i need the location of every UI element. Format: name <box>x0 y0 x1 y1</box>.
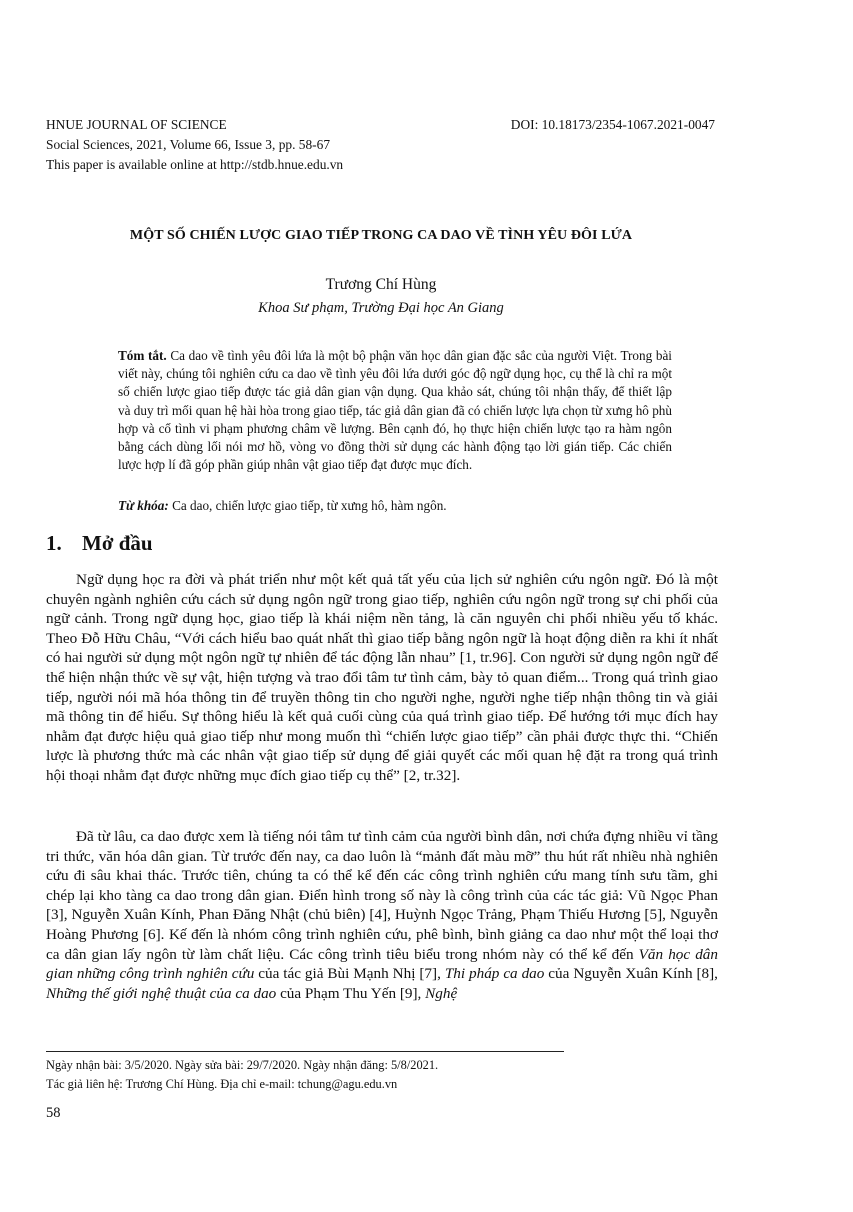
author-affiliation: Khoa Sư phạm, Trường Đại học An Giang <box>258 300 504 316</box>
paragraph-text: Ngữ dụng học ra đời và phát triển như một kết quả tất yếu của lịch sử nghiên cứu ngôn ngữ. Đó là một chuyên ngành nghiên cứu cách sử dụng ngôn ngữ trong giao tiếp, nghiên cứu ngôn ngữ trong sự chi phối của ngữ cảnh. Trong ngữ dụng học, giao tiếp là khái niệm nền tảng, là căn nguyên chi phối nhiều yếu tố khác. Theo Đỗ Hữu Châu, “Với cách hiểu bao quát nhất thì giao tiếp bằng ngôn ngữ là hoạt động diễn ra khi ít nhất có hai người sử dụng một ngôn ngữ tự nhiên để tác động lẫn nhau” [1, tr.96]. Con người sử dụng ngôn ngữ để thể hiện nhận thức về sự vật, hiện tượng và trao đổi tâm tư tình cảm, bày tỏ quan điểm... Trong quá trình giao tiếp, người nói mã hóa thông tin để truyền thông tin cho người nghe, người nghe tiếp nhận thông tin và giải mã thông tin để hiểu. Sự thông hiểu là kết quả cuối cùng của quá trình giao tiếp. Để hướng tới mục đích hay nhằm đạt được hiệu quả giao tiếp như mong muốn thì “chiến lược giao tiếp” cần phải được thực thi. “Chiến lược là phương thức mà các nhân vật giao tiếp sử dụng để giải quyết các mối quan hệ đặt ra trong quá trình hội thoại nhằm đạt được những mục đích giao tiếp cụ thể” [2, tr.32]. <box>46 571 718 784</box>
author-name: Trương Chí Hùng <box>325 276 437 293</box>
section-heading <box>46 531 153 556</box>
paragraph-text-2 <box>46 827 718 1003</box>
abstract <box>118 347 672 474</box>
cited-author-2: của Nguyễn Xuân Kính [8], <box>544 965 718 983</box>
paragraph-text-2-main: Đã từ lâu, ca dao được xem là tiếng nói tâm tư tình cảm của người bình dân, nơi chứa đựng nhiều vỉ tầng tri thức, văn hóa dân gian. Từ trước đến nay, ca dao luôn là “mảnh đất màu mỡ” thu hút rất nhiều nhà nghiên cứu đi sâu khai thác. Trước tiên, chúng ta có thể kể đến các công trình nghiên cứu mang tính sưu tầm, ghi chép lại kho tàng ca dao trong dân gian. Điển hình trong số này là công trình của các tác giả: Vũ Ngọc Phan [3], Nguyễn Xuân Kính, Phan Đăng Nhật (chủ biên) [4], Huỳnh Ngọc Trảng, Phạm Thiếu Hương [5], Nguyễn Hoàng Phương [6]. Kế đến là nhóm công trình nghiên cứu, phê bình, bình giảng ca dao như một thể loại thơ ca dân gian lấy ngôn từ làm chất liệu. Các công trình tiêu biểu trong nhóm này có thể kể đến <box>46 828 718 963</box>
online-availability: This paper is available online at http://stdb.hnue.edu.vn <box>46 157 344 172</box>
cited-work-2: Thi pháp ca dao <box>444 965 545 983</box>
doi-text: DOI: 10.18173/2354-1067.2021-0047 <box>510 117 715 132</box>
body-paragraph-1 <box>46 570 718 786</box>
abstract-text: Ca dao về tình yêu đôi lứa là một bộ phận văn học dân gian đặc sắc của người Việt. Trong bài viết này, chúng tôi nghiên cứu ca dao về tình yêu đôi lứa dưới góc độ ngữ dụng học, cụ thể là chỉ ra một số chiến lược giao tiếp được tác giả dân gian vận dụng. Qua khảo sát, chúng tôi nhận thấy, để thiết lập và duy trì mối quan hệ hài hòa trong giao tiếp, tác giả dân gian đã có chiến lược lựa chọn từ xưng hô phù hợp và cố tình vi phạm phương châm về lượng. Bên cạnh đó, họ thực hiện chiến lược tạo ra hàm ngôn bằng cách dùng lối nói mơ hồ, vòng vo đồng thời sử dụng các hành động tạo lời gián tiếp. Các chiến lược hợp lí đã góp phần giúp nhân vật giao tiếp đạt được mục đích. <box>118 348 672 473</box>
footnote-dates: Ngày nhận bài: 3/5/2020. Ngày sửa bài: 29/7/2020. Ngày nhận đăng: 5/8/2021. <box>46 1058 439 1072</box>
paper-title: MỘT SỐ CHIẾN LƯỢC GIAO TIẾP TRONG CA DAO VỀ TÌNH YÊU ĐÔI LỨA <box>129 228 633 243</box>
cited-author-3: của Phạm Thu Yến [9], <box>276 984 426 1002</box>
section-number: 1. <box>46 531 62 555</box>
doi-header <box>511 115 715 135</box>
keywords <box>118 497 672 515</box>
cited-work-3: Những thế giới nghệ thuật của ca dao <box>46 984 277 1002</box>
page-number: 58 <box>46 1105 61 1121</box>
keywords-text: Ca dao, chiến lược giao tiếp, từ xưng hô, hàm ngôn. <box>168 498 447 513</box>
footnote-divider <box>46 1051 564 1052</box>
cited-author-1: của tác giả Bùi Mạnh Nhị [7], <box>254 965 445 983</box>
body-paragraph-2 <box>46 827 718 1003</box>
journal-header <box>46 115 466 175</box>
journal-name: HNUE JOURNAL OF SCIENCE <box>46 117 227 132</box>
journal-issue: Social Sciences, 2021, Volume 66, Issue 3, pp. 58-67 <box>46 137 331 152</box>
footnote-contact: Tác giả liên hệ: Trương Chí Hùng. Địa chỉ e-mail: tchung@agu.edu.vn <box>46 1077 398 1091</box>
cited-work-4: Nghệ <box>425 984 458 1002</box>
cited-work-1: Văn học dân gian những công trình nghiên cứu <box>46 945 718 983</box>
section-title: Mở đầu <box>82 531 153 555</box>
abstract-label: Tóm tắt. <box>118 348 167 363</box>
keywords-label: Từ khóa: <box>118 498 169 513</box>
